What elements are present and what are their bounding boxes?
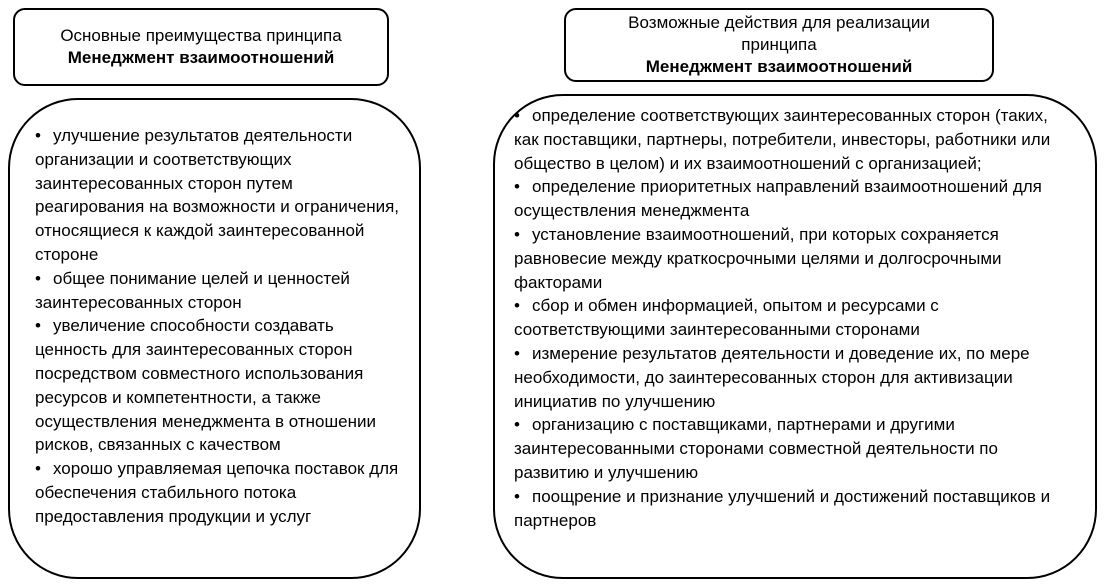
right-header-line2: принципа	[741, 35, 817, 54]
list-item: • сбор и обмен информацией, опытом и ресурсами с соответствующими заинтересованными сторонами	[514, 296, 939, 340]
list-item: • определение соответствующих заинтересованных сторон (таких, как поставщики, партнеры, потребители, инвесторы, работники или общество в целом) и их взаимоотношений с организацией;	[514, 106, 1051, 173]
list-item: • определение приоритетных направлений взаимоотношений для осуществления менеджмента	[514, 177, 1042, 221]
bullet-icon: •	[514, 343, 520, 363]
bullet-icon: •	[514, 415, 520, 435]
bullet-icon: •	[35, 459, 41, 479]
bullet-icon: •	[35, 268, 41, 288]
bullet-icon: •	[35, 126, 41, 145]
list-item: • увеличение способности создавать ценность для заинтересованных сторон посредством совместного использования ресурсов и компетентности, а также осуществления менеджмента в отношении рисков, связанных с качеством	[35, 316, 376, 455]
list-item: • организацию с поставщиками, партнерами и другими заинтересованными сторонами совместной деятельности по развитию и улучшению	[514, 415, 998, 482]
benefits-list	[35, 124, 403, 529]
list-item: • измерение результатов деятельности и доведение их, по мере необходимости, до заинтересованных сторон для активизации инициатив по улучшению	[514, 343, 1030, 411]
list-item: • общее понимание целей и ценностей заинтересованных сторон	[35, 268, 350, 312]
right-header-box	[564, 8, 994, 82]
right-header-line3: Менеджмент взаимоотношений	[645, 57, 913, 76]
bullet-icon: •	[514, 177, 520, 197]
left-header-line1: Основные преимущества принципа	[60, 26, 342, 45]
list-item: • улучшение результатов деятельности организации и соответствующих заинтересованных сторон путем реагирования на возможности и ограничения, относящиеся к каждой заинтересованной стороне	[35, 126, 400, 264]
list-item: • хорошо управляемая цепочка поставок для обеспечения стабильного потока предоставления продукции и услуг	[35, 459, 399, 526]
left-header-line2: Менеджмент взаимоотношений	[67, 48, 335, 67]
list-item: • поощрение и признание улучшений и достижений поставщиков и партнеров	[514, 486, 1051, 530]
right-header-line1: Возможные действия для реализации	[628, 13, 930, 32]
left-header-box	[13, 8, 389, 86]
bullet-icon: •	[35, 316, 41, 336]
bullet-icon: •	[514, 296, 520, 316]
bullet-icon: •	[514, 106, 520, 125]
actions-list	[514, 104, 1068, 532]
list-item: • установление взаимоотношений, при которых сохраняется равновесие между краткосрочными целями и долгосрочными факторами	[514, 224, 1002, 292]
bullet-icon: •	[514, 486, 520, 506]
bullet-icon: •	[514, 224, 520, 244]
